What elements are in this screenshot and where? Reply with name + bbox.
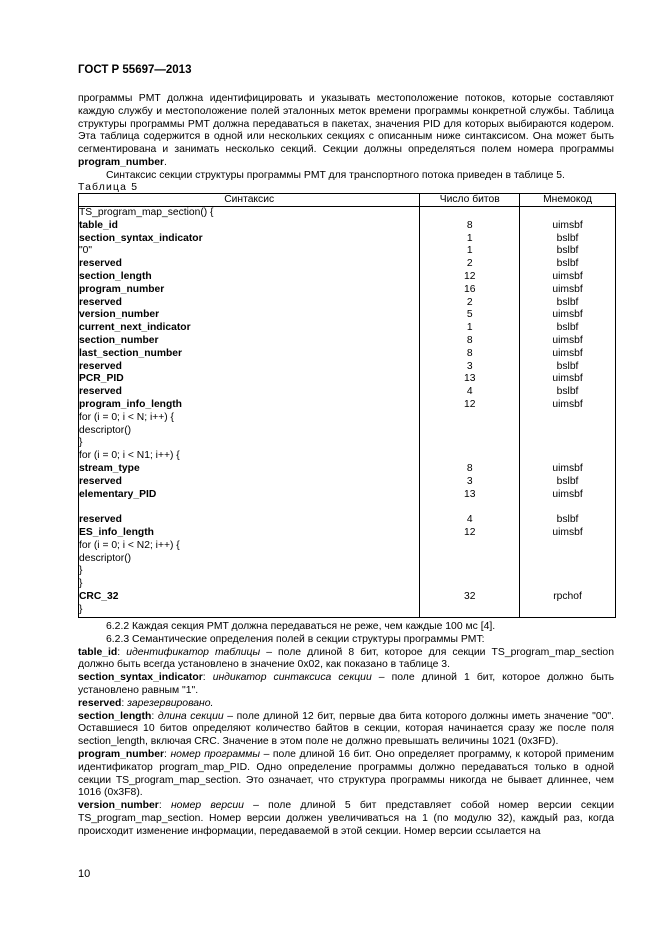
table-row xyxy=(79,591,616,604)
table-row xyxy=(79,578,616,591)
syntax-field: PCR_PID xyxy=(79,373,124,385)
mnemonic-cell xyxy=(520,553,616,566)
table-row xyxy=(79,540,616,553)
def-italic: зарезервировано. xyxy=(127,697,214,709)
table-body xyxy=(79,207,616,618)
table-row xyxy=(79,245,616,258)
mnemonic-cell: uimsbf xyxy=(520,335,616,348)
syntax-field: table_id xyxy=(79,219,118,231)
table-row xyxy=(79,207,616,220)
bits-cell xyxy=(420,450,520,463)
def-text: – поле длиной 8 бит, которое для секции TS_program_map_section должно быть всегда установлено в значение 0x02, как показано в таблице 3. xyxy=(78,646,614,671)
syntax-cell: } xyxy=(79,437,420,450)
bits-cell xyxy=(420,501,520,514)
syntax-field: elementary_PID xyxy=(79,488,157,500)
table-row xyxy=(79,501,616,514)
def-section-length: section_length: длина секции – поле длиной 12 бит, первые два бита которого должны иметь значение "00". Оставшиеся 10 битов определяют количество байтов в секции, которая начинается сразу же после поля section_length, включая CRC. Значение в этом поле не должно превышать величины 1021 (0x3FD). xyxy=(78,710,614,748)
bits-cell xyxy=(420,604,520,617)
syntax-cell xyxy=(79,591,420,604)
table-row xyxy=(79,220,616,233)
table-header-row xyxy=(79,194,616,207)
syntax-field: reserved xyxy=(79,258,122,270)
mnemonic-cell: uimsbf xyxy=(520,527,616,540)
def-term: section_length xyxy=(78,710,152,722)
syntax-table xyxy=(78,193,616,618)
table-row xyxy=(79,553,616,566)
table-row xyxy=(79,476,616,489)
intro-p1-end: . xyxy=(164,156,167,168)
syntax-cell xyxy=(79,476,420,489)
syntax-cell xyxy=(79,361,420,374)
intro-p1-bold-term: program_number xyxy=(78,156,165,168)
syntax-cell: descriptor() xyxy=(79,553,420,566)
table-row xyxy=(79,322,616,335)
table-row xyxy=(79,437,616,450)
header-mnemonic: Мнемокод xyxy=(520,194,616,207)
mnemonic-cell: uimsbf xyxy=(520,309,616,322)
table-row xyxy=(79,399,616,412)
syntax-cell xyxy=(79,297,420,310)
bits-cell: 8 xyxy=(420,220,520,233)
mnemonic-cell xyxy=(520,425,616,438)
syntax-field: program_number xyxy=(79,283,165,295)
table-row xyxy=(79,335,616,348)
syntax-field: last_section_number xyxy=(79,347,183,359)
def-program-number: program_number: номер программы – поле длиной 16 бит. Оно определяет программу, к которой применим идентификатор program_map_PID. Одно определение программы должно передаваться только в одной секции TS_program_map_section. Это означает, что структура программы никогда не бывает длиннее, чем 1016 (0x3F8). xyxy=(78,748,614,799)
syntax-cell xyxy=(79,373,420,386)
bits-cell: 3 xyxy=(420,476,520,489)
table-row xyxy=(79,309,616,322)
table-row xyxy=(79,233,616,246)
syntax-cell: for (i = 0; i < N1; i++) { xyxy=(79,450,420,463)
table-row xyxy=(79,527,616,540)
bits-cell: 13 xyxy=(420,489,520,502)
bits-cell xyxy=(420,207,520,220)
bits-cell: 4 xyxy=(420,514,520,527)
bits-cell: 2 xyxy=(420,297,520,310)
bits-cell xyxy=(420,540,520,553)
table-row xyxy=(79,271,616,284)
table-row xyxy=(79,386,616,399)
bits-cell xyxy=(420,553,520,566)
syntax-cell xyxy=(79,527,420,540)
syntax-cell: for (i = 0; i < N; i++) { xyxy=(79,412,420,425)
table-row xyxy=(79,348,616,361)
table-row xyxy=(79,604,616,617)
bits-cell xyxy=(420,565,520,578)
def-version-number: version_number: номер версии – поле длиной 5 бит представляет собой номер версии секции TS_program_map_section. Номер версии должен увеличиваться на 1 (по модулю 32), каждый раз, когда происходит изменение информации, передаваемой в этой секции. Номер версии ссылается на xyxy=(78,800,614,837)
mnemonic-cell: uimsbf xyxy=(520,373,616,386)
mnemonic-cell: uimsbf xyxy=(520,271,616,284)
def-reserved: reserved: зарезервировано. xyxy=(78,697,214,709)
mnemonic-cell: uimsbf xyxy=(520,220,616,233)
bits-cell: 4 xyxy=(420,386,520,399)
syntax-cell xyxy=(79,258,420,271)
syntax-cell xyxy=(79,335,420,348)
bits-cell: 1 xyxy=(420,233,520,246)
def-italic: индикатор синтаксиса секции xyxy=(212,672,372,684)
syntax-field: reserved xyxy=(79,514,122,526)
syntax-field: current_next_indicator xyxy=(79,322,191,334)
mnemonic-cell: bslbf xyxy=(520,322,616,335)
syntax-field: version_number xyxy=(79,309,160,321)
mnemonic-cell: bslbf xyxy=(520,361,616,374)
syntax-cell: } xyxy=(79,604,420,617)
standard-header: ГОСТ Р 55697—2013 xyxy=(78,64,192,76)
syntax-cell: } xyxy=(79,565,420,578)
mnemonic-cell: bslbf xyxy=(520,297,616,310)
syntax-cell xyxy=(79,220,420,233)
def-text: – поле длиной 1 бит, которое должно быть установлено равным "1". xyxy=(78,672,614,696)
mnemonic-cell: bslbf xyxy=(520,245,616,258)
bits-cell: 8 xyxy=(420,463,520,476)
syntax-cell: } xyxy=(79,578,420,591)
syntax-cell xyxy=(79,399,420,412)
table-row xyxy=(79,450,616,463)
syntax-cell: "0" xyxy=(79,245,420,258)
bits-cell xyxy=(420,578,520,591)
bits-cell xyxy=(420,412,520,425)
mnemonic-cell: bslbf xyxy=(520,258,616,271)
table-row xyxy=(79,514,616,527)
mnemonic-cell: uimsbf xyxy=(520,348,616,361)
intro-text xyxy=(78,93,614,183)
semantics-text xyxy=(78,621,614,839)
syntax-field: section_number xyxy=(79,334,159,346)
syntax-field: stream_type xyxy=(79,462,140,474)
bits-cell: 12 xyxy=(420,271,520,284)
mnemonic-cell xyxy=(520,604,616,617)
clause-6-2-3: 6.2.3 Семантические определения полей в секции структуры программы PMT: xyxy=(106,633,485,645)
table-row xyxy=(79,463,616,476)
syntax-cell: TS_program_map_section() { xyxy=(79,207,420,220)
def-term: table_id xyxy=(78,646,118,658)
mnemonic-cell: uimsbf xyxy=(520,489,616,502)
mnemonic-cell xyxy=(520,578,616,591)
mnemonic-cell: rpchof xyxy=(520,591,616,604)
bits-cell: 1 xyxy=(420,245,520,258)
syntax-cell xyxy=(79,284,420,297)
syntax-cell xyxy=(79,501,420,514)
bits-cell: 2 xyxy=(420,258,520,271)
table-row xyxy=(79,373,616,386)
bits-cell: 8 xyxy=(420,335,520,348)
syntax-cell xyxy=(79,463,420,476)
def-italic: длина секции xyxy=(157,710,224,722)
mnemonic-cell: bslbf xyxy=(520,514,616,527)
mnemonic-cell: uimsbf xyxy=(520,284,616,297)
bits-cell: 5 xyxy=(420,309,520,322)
syntax-cell: descriptor() xyxy=(79,425,420,438)
syntax-cell xyxy=(79,489,420,502)
def-text: – поле длиной 16 бит. Оно определяет программу, к которой применим идентификатор program_map_PID. Одно определение программы должно передаваться только в одной секции TS_program_map_section. Это означает, что структура программы никогда не бывает длиннее, чем 1016 (0x3F8). xyxy=(78,748,614,799)
intro-p1-text: программы PMT должна идентифицировать и указывать местоположение потоков, которые составляют каждую службу и местоположение полей эталонных меток времени программы конкретной службы. Таблица структуры программы PMT должна передаваться в пакетах, значения PID для которых выбираются кодером. Эта таблица содержится в одной или нескольких секциях с описанным ниже синтаксисом. Она может быть сегментирована и занимать несколько секций. Секции должны определяться полем номера программы xyxy=(78,93,614,156)
def-text: – поле длиной 5 бит представляет собой номер версии секции TS_program_map_section. Номер версии должен увеличиваться на 1 (по модулю 32), каждый раз, когда происходит изменение информации, передаваемой в этой секции. Номер версии ссылается на xyxy=(78,800,614,837)
def-italic: номер версии xyxy=(170,800,244,812)
def-table-id: table_id: идентификатор таблицы – поле длиной 8 бит, которое для секции TS_program_map_section должно быть всегда установлено в значение 0x02, как показано в таблице 3. xyxy=(78,646,614,671)
syntax-field: reserved xyxy=(79,386,122,398)
table-row xyxy=(79,284,616,297)
def-term: section_syntax_indicator xyxy=(78,672,203,684)
table-row xyxy=(79,361,616,374)
mnemonic-cell xyxy=(520,437,616,450)
mnemonic-cell xyxy=(520,540,616,553)
syntax-field: section_syntax_indicator xyxy=(79,232,203,244)
syntax-cell xyxy=(79,348,420,361)
table-row xyxy=(79,565,616,578)
header-syntax: Синтаксис xyxy=(79,194,420,207)
bits-cell xyxy=(420,437,520,450)
syntax-cell xyxy=(79,386,420,399)
def-italic: идентификатор таблицы xyxy=(126,646,261,658)
def-section-syntax-indicator: section_syntax_indicator: индикатор синтаксиса секции – поле длиной 1 бит, которое должно быть установлено равным "1". xyxy=(78,672,614,696)
syntax-field: reserved xyxy=(79,360,122,372)
header-bits: Число битов xyxy=(420,194,520,207)
mnemonic-cell xyxy=(520,501,616,514)
bits-cell: 8 xyxy=(420,348,520,361)
def-text: – поле длиной 12 бит, первые два бита которого должны иметь значение "00". Оставшиеся 10 битов определяют количество байтов в секции, которая начинается сразу же после поля section_length, включая CRC. Значение в этом поле не должно превышать величины 1021 (0x3FD). xyxy=(78,710,614,748)
table-row xyxy=(79,425,616,438)
intro-paragraph-2: Синтаксис секции структуры программы PMT для транспортного потока приведен в таблице 5. xyxy=(106,169,565,181)
mnemonic-cell xyxy=(520,450,616,463)
mnemonic-cell xyxy=(520,207,616,220)
table-caption: Таблица 5 xyxy=(78,182,139,193)
bits-cell: 16 xyxy=(420,284,520,297)
mnemonic-cell: uimsbf xyxy=(520,399,616,412)
bits-cell: 12 xyxy=(420,527,520,540)
mnemonic-cell: bslbf xyxy=(520,386,616,399)
syntax-field: program_info_length xyxy=(79,398,182,410)
mnemonic-cell: uimsbf xyxy=(520,463,616,476)
syntax-cell xyxy=(79,233,420,246)
bits-cell xyxy=(420,425,520,438)
clause-6-2-2: 6.2.2 Каждая секция PMT должна передаваться не реже, чем каждые 100 мс [4]. xyxy=(106,621,496,632)
table-row xyxy=(79,258,616,271)
syntax-cell: for (i = 0; i < N2; i++) { xyxy=(79,540,420,553)
syntax-field: reserved xyxy=(79,475,122,487)
page-number: 10 xyxy=(78,868,91,880)
def-term: program_number xyxy=(78,748,165,760)
def-italic: номер программы xyxy=(170,748,261,760)
syntax-cell xyxy=(79,514,420,527)
def-term: version_number xyxy=(78,800,159,812)
def-term: reserved xyxy=(78,697,122,709)
bits-cell: 12 xyxy=(420,399,520,412)
syntax-field: CRC_32 xyxy=(79,590,119,602)
table-row xyxy=(79,489,616,502)
syntax-field: ES_info_length xyxy=(79,526,154,538)
bits-cell: 13 xyxy=(420,373,520,386)
bits-cell: 32 xyxy=(420,591,520,604)
mnemonic-cell xyxy=(520,412,616,425)
syntax-cell xyxy=(79,271,420,284)
syntax-cell xyxy=(79,322,420,335)
syntax-field: reserved xyxy=(79,296,122,308)
syntax-field: section_length xyxy=(79,270,152,282)
mnemonic-cell xyxy=(520,565,616,578)
mnemonic-cell: bslbf xyxy=(520,476,616,489)
intro-paragraph-1 xyxy=(78,93,614,170)
table-row xyxy=(79,412,616,425)
table-row xyxy=(79,297,616,310)
bits-cell: 3 xyxy=(420,361,520,374)
syntax-cell xyxy=(79,309,420,322)
mnemonic-cell: bslbf xyxy=(520,233,616,246)
bits-cell: 1 xyxy=(420,322,520,335)
